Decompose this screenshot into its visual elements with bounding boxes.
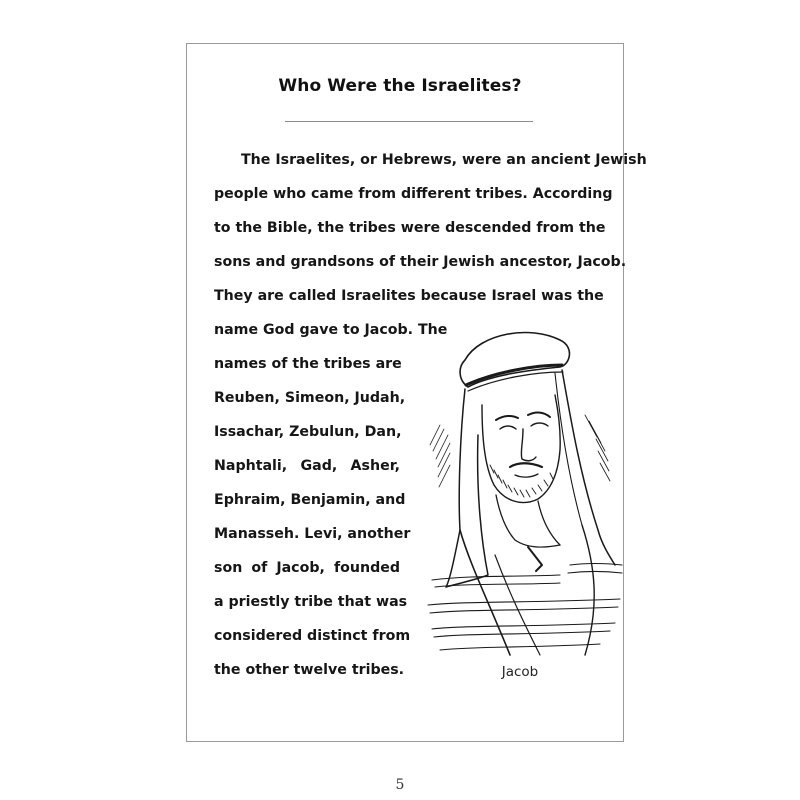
body-line: Issachar, Zebulun, Dan, (214, 424, 402, 440)
headcloth-top (460, 333, 569, 387)
body-line: Ephraim, Benjamin, and (214, 492, 406, 508)
title-divider (285, 121, 533, 122)
body-line: to the Bible, the tribes were descended from the (214, 220, 606, 236)
jacob-illustration (410, 325, 625, 660)
body-line: They are called Israelites because Israel was the (214, 288, 604, 304)
body-line: son of Jacob, founded (214, 560, 400, 576)
page-number: 5 (395, 777, 405, 793)
body-line: name God gave to Jacob. The (214, 322, 448, 338)
body-line: a priestly tribe that was (214, 594, 408, 610)
body-line: Reuben, Simeon, Judah, (214, 390, 406, 406)
body-line: the other twelve tribes. (214, 662, 405, 678)
eye-right (531, 423, 548, 426)
body-line: people who came from different tribes. According (214, 186, 613, 202)
body-line: Manasseh. Levi, another (214, 526, 411, 542)
body-line: sons and grandsons of their Jewish ancestor, Jacob. (214, 254, 627, 270)
robe-fold (460, 530, 510, 655)
eye-left (500, 426, 516, 429)
body-line: The Israelites, or Hebrews, were an ancient Jewish (241, 152, 647, 168)
body-line: Naphtali, Gad, Asher, (214, 458, 400, 474)
illustration-caption: Jacob (501, 664, 539, 680)
body-line: considered distinct from (214, 628, 411, 644)
nose (521, 429, 536, 461)
body-line: names of the tribes are (214, 356, 402, 372)
page-title: Who Were the Israelites? (278, 76, 522, 96)
mustache (510, 463, 542, 467)
